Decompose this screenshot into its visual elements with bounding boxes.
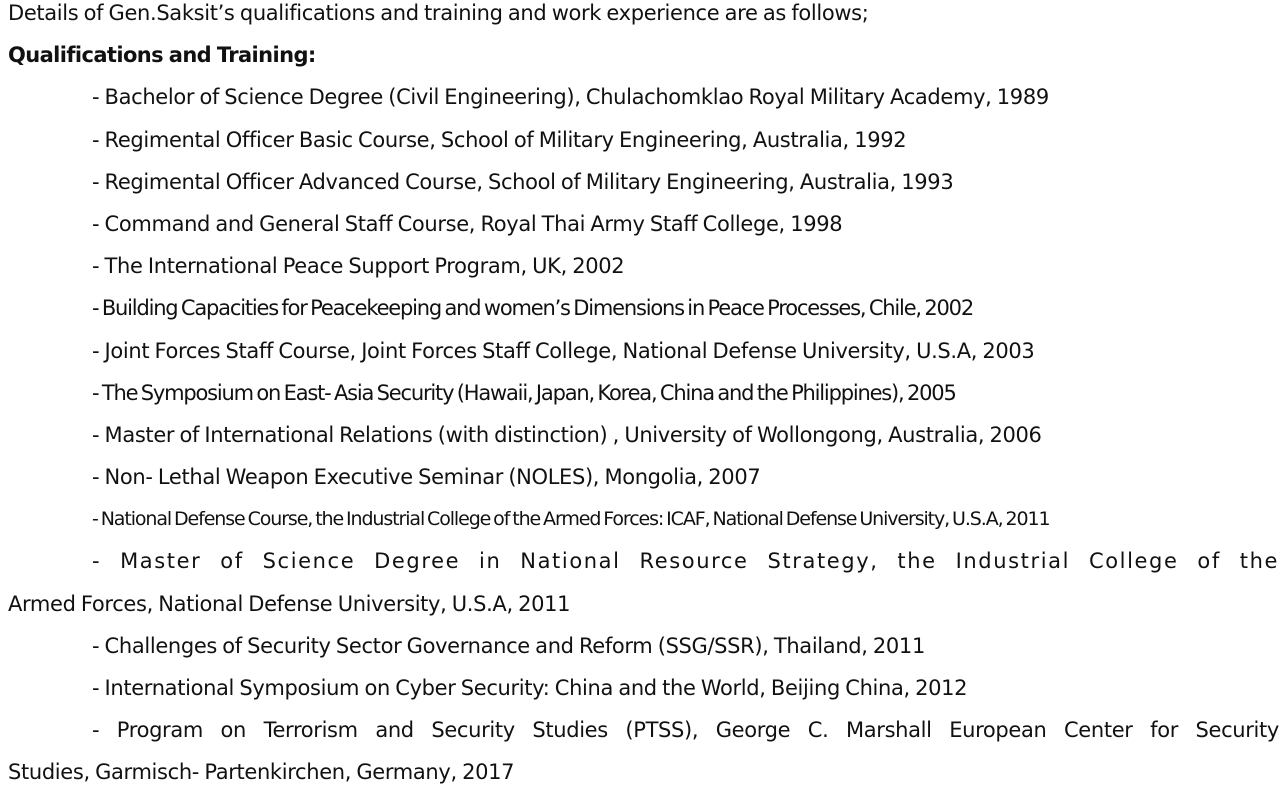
list-item: - Regimental Officer Advanced Course, School of Military Engineering, Australia, 1993: [92, 169, 954, 194]
list-item: - National Defense Course, the Industrial College of the Armed Forces: ICAF, National Defense University, U.S.A, 2011: [92, 508, 1050, 531]
list-item: - International Symposium on Cyber Security: China and the World, Beijing China, 2012: [92, 676, 968, 700]
list-item-line-2: Studies, Garmisch- Partenkirchen, Germany, 2017: [8, 760, 515, 785]
list-item-line-2: Armed Forces, National Defense University, U.S.A, 2011: [8, 591, 571, 616]
list-item: - Regimental Officer Basic Course, School of Military Engineering, Australia, 1992: [92, 127, 907, 152]
list-item: - Bachelor of Science Degree (Civil Engineering), Chulachomklao Royal Military Academy, 1989: [92, 85, 1049, 110]
section-heading: Qualifications and Training:: [8, 43, 316, 68]
list-item: - Non- Lethal Weapon Executive Seminar (NOLES), Mongolia, 2007: [92, 465, 761, 490]
list-item: - Challenges of Security Sector Governance and Reform (SSG/SSR), Thailand, 2011: [92, 633, 925, 658]
intro-text: Details of Gen.Saksit’s qualifications and training and work experience are as follows;: [8, 1, 869, 25]
list-item: - Master of International Relations (with distinction) , University of Wollongong, Australia, 2006: [92, 422, 1042, 447]
list-item-line-1: - Program on Terrorism and Security Studies (PTSS), George C. Marshall European Center for Security: [92, 718, 1279, 743]
list-item: - The International Peace Support Program, UK, 2002: [92, 254, 625, 279]
list-item: - Joint Forces Staff Course, Joint Forces Staff College, National Defense University, U.S.A, 2003: [92, 338, 1035, 363]
list-item-line-1: - Master of Science Degree in National Resource Strategy, the Industrial College of the: [92, 549, 1279, 574]
list-item: - Building Capacities for Peacekeeping and women’s Dimensions in Peace Processes, Chile, 2002: [92, 296, 974, 321]
list-item: - Command and General Staff Course, Royal Thai Army Staff College, 1998: [92, 211, 843, 236]
list-item: - The Symposium on East- Asia Security (Hawaii, Japan, Korea, China and the Philippines), 2005: [92, 380, 956, 405]
